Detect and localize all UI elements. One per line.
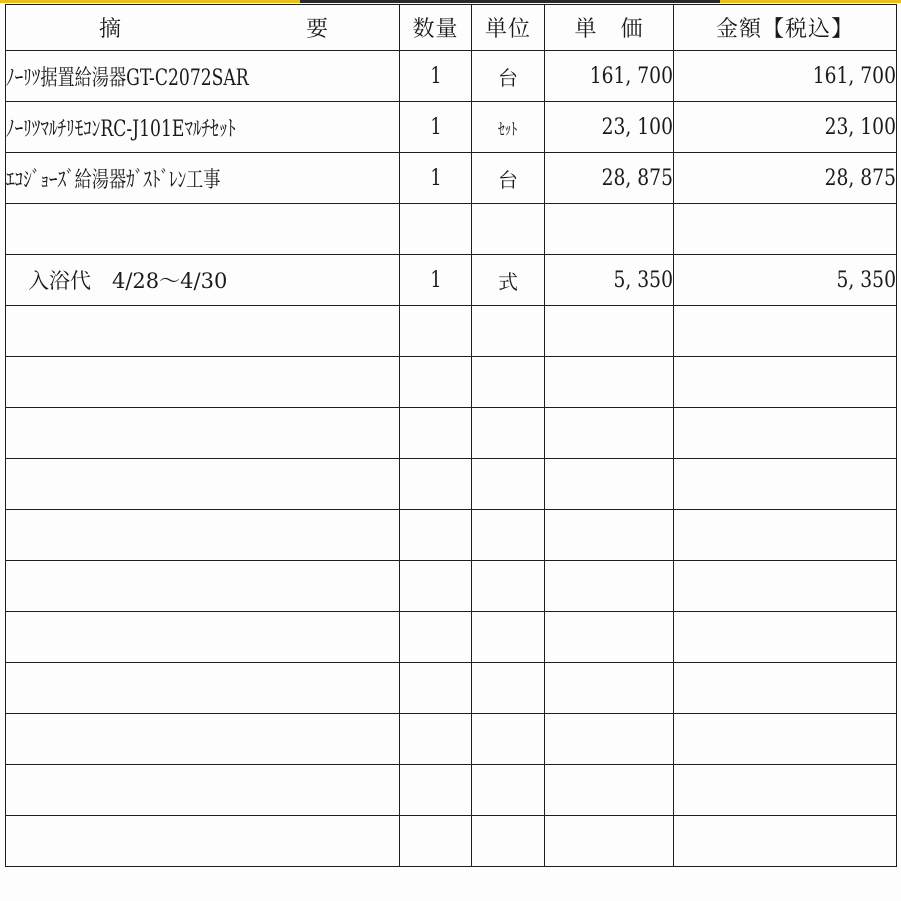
row-quantity: 1: [400, 102, 472, 153]
row-unit-price: [545, 510, 674, 561]
row-description: [6, 408, 400, 459]
row-quantity: [400, 612, 472, 663]
header-quantity: 数量: [400, 5, 472, 51]
row-unit: [472, 510, 545, 561]
row-description: [6, 663, 400, 714]
row-description: [6, 306, 400, 357]
row-quantity: 1: [400, 255, 472, 306]
table-row: [6, 51, 897, 102]
row-amount: [674, 612, 897, 663]
row-description: [6, 561, 400, 612]
row-unit: [472, 612, 545, 663]
table-row-empty: [6, 510, 897, 561]
row-quantity: [400, 561, 472, 612]
table-row-empty: [6, 612, 897, 663]
table-row-empty: [6, 408, 897, 459]
row-description: [6, 714, 400, 765]
row-unit: 台: [472, 51, 545, 102]
top-dark-rule: [300, 0, 720, 3]
table-header-row: [6, 5, 897, 51]
row-description: [6, 204, 400, 255]
row-quantity: [400, 306, 472, 357]
row-amount: [674, 714, 897, 765]
table-row-empty: [6, 459, 897, 510]
row-amount: [674, 306, 897, 357]
table-row: [6, 102, 897, 153]
row-amount: [674, 816, 897, 867]
row-unit-price: [545, 459, 674, 510]
row-quantity: [400, 765, 472, 816]
row-description: [6, 459, 400, 510]
row-quantity: 1: [400, 153, 472, 204]
row-unit-price: 28, 875: [545, 153, 674, 204]
row-quantity: [400, 510, 472, 561]
row-description: [6, 816, 400, 867]
row-quantity: [400, 459, 472, 510]
row-unit-price: 161, 700: [545, 51, 674, 102]
row-amount: 5, 350: [674, 255, 897, 306]
row-amount: 28, 875: [674, 153, 897, 204]
row-amount: [674, 459, 897, 510]
header-description: [6, 5, 400, 51]
row-unit-price: [545, 816, 674, 867]
row-unit-price: [545, 663, 674, 714]
header-description-right: 要: [305, 17, 329, 42]
row-unit-price: [545, 306, 674, 357]
row-quantity: [400, 663, 472, 714]
table-row-empty: [6, 357, 897, 408]
row-amount: [674, 408, 897, 459]
header-description-left: 摘: [99, 17, 123, 42]
row-unit: [472, 459, 545, 510]
row-unit: [472, 816, 545, 867]
row-unit: [472, 714, 545, 765]
row-amount: 23, 100: [674, 102, 897, 153]
table-row-empty: [6, 663, 897, 714]
empty-rows-body: [6, 306, 897, 867]
header-amount: 金額【税込】: [674, 5, 897, 51]
row-amount: [674, 663, 897, 714]
row-unit: [472, 408, 545, 459]
row-description: ﾉｰﾘﾂﾏﾙﾁﾘﾓｺﾝRC-J101Eﾏﾙﾁｾｯﾄ: [6, 102, 400, 153]
row-quantity: [400, 357, 472, 408]
table-row-empty: [6, 306, 897, 357]
header-unit-price: 単 価: [545, 5, 674, 51]
row-description: [6, 765, 400, 816]
row-amount: [674, 204, 897, 255]
row-unit: 式: [472, 255, 545, 306]
row-quantity: [400, 714, 472, 765]
row-amount: [674, 561, 897, 612]
table-row: [6, 204, 897, 255]
row-unit-price: 23, 100: [545, 102, 674, 153]
row-description: ｴｺｼﾞｮｰｽﾞ給湯器ｶﾞｽﾄﾞﾚﾝ工事: [6, 153, 400, 204]
row-description: [6, 510, 400, 561]
row-unit: [472, 765, 545, 816]
row-amount: 161, 700: [674, 51, 897, 102]
row-unit-price: [545, 561, 674, 612]
row-unit: [472, 204, 545, 255]
row-amount: [674, 765, 897, 816]
table-row-empty: [6, 765, 897, 816]
line-items-table: [5, 4, 897, 867]
table-row-empty: [6, 816, 897, 867]
row-quantity: [400, 204, 472, 255]
row-unit-price: [545, 204, 674, 255]
row-amount: [674, 510, 897, 561]
row-unit: [472, 306, 545, 357]
row-unit-price: 5, 350: [545, 255, 674, 306]
row-unit: [472, 561, 545, 612]
row-description: ﾉｰﾘﾂ据置給湯器GT-C2072SAR: [6, 51, 400, 102]
row-unit: ｾｯﾄ: [472, 102, 545, 153]
row-quantity: [400, 816, 472, 867]
table-row: [6, 255, 897, 306]
row-unit-price: [545, 357, 674, 408]
table-row: [6, 153, 897, 204]
row-unit-price: [545, 714, 674, 765]
row-amount: [674, 357, 897, 408]
row-unit: [472, 357, 545, 408]
row-unit-price: [545, 765, 674, 816]
row-description: 入浴代 4/28～4/30: [6, 255, 400, 306]
row-quantity: 1: [400, 51, 472, 102]
header-unit: 単位: [472, 5, 545, 51]
row-unit: [472, 663, 545, 714]
row-quantity: [400, 408, 472, 459]
row-unit-price: [545, 408, 674, 459]
row-unit: 台: [472, 153, 545, 204]
row-unit-price: [545, 612, 674, 663]
table-row-empty: [6, 561, 897, 612]
table-row-empty: [6, 714, 897, 765]
row-description: [6, 357, 400, 408]
row-description: [6, 612, 400, 663]
